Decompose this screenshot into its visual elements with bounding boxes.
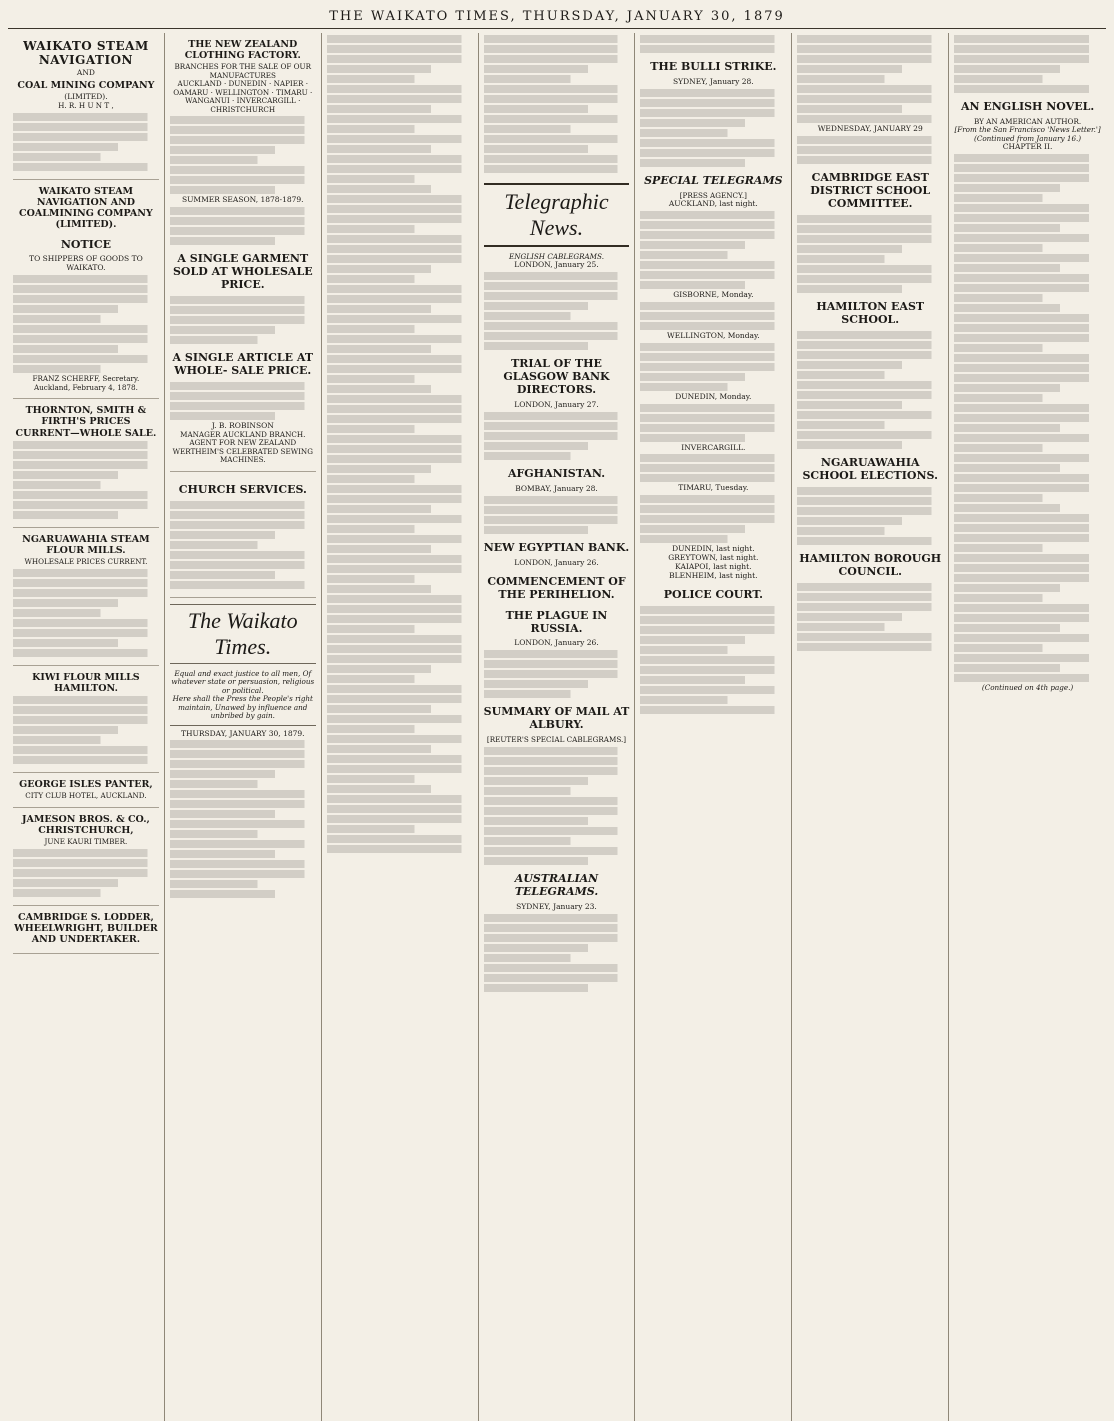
jameson-ad xyxy=(13,808,159,906)
clothing-towns: AUCKLAND · DUNEDIN · NAPIER · OAMARU · WELLINGTON · TIMARU · WANGANUI · INVERCARGILL · CHRISTCHURCH xyxy=(173,79,313,114)
col6-top-lines xyxy=(797,35,943,123)
hamilton-lines xyxy=(797,331,943,449)
london-4: LONDON, January 26. xyxy=(514,638,599,648)
australian-heading: AUSTRALIAN TELEGRAMS. xyxy=(514,871,599,898)
gisborne-heading: GISBORNE, Monday. xyxy=(673,290,754,300)
column-4 xyxy=(479,33,636,1421)
single-lines xyxy=(170,296,316,344)
wellington-lines xyxy=(640,343,786,391)
jameson-lines xyxy=(13,849,159,897)
ad-text-lines xyxy=(13,113,159,171)
dunedin-heading: DUNEDIN, Monday. xyxy=(675,391,752,401)
dunedin2-heading: DUNEDIN, last night. xyxy=(672,544,755,554)
season-lines xyxy=(170,207,316,245)
ad-title: WAIKATO STEAM NAVIGATION xyxy=(23,39,149,68)
novel-continued: (Continued on 4th page.) xyxy=(981,683,1074,693)
london-2: LONDON, January 27. xyxy=(514,400,599,410)
notice-date: Auckland, February 4, 1878. xyxy=(33,382,138,392)
english-cablegrams: ENGLISH CABLEGRAMS. xyxy=(508,251,604,261)
single-article: A SINGLE ARTICLE AT WHOLE- SALE PRICE. xyxy=(172,351,314,378)
motto-1: Equal and exact justice to all men, Of whatever state or persuasion, religious or political. xyxy=(171,668,315,695)
notice-text-lines xyxy=(13,275,159,373)
jameson-title: JAMESON BROS. & CO., CHRISTCHURCH, xyxy=(21,813,150,836)
prices-lines xyxy=(13,441,159,519)
reuter-heading: [REUTER'S SPECIAL CABLEGRAMS.] xyxy=(486,735,627,745)
press-agency: [PRESS AGENCY.] xyxy=(679,190,747,200)
editorial-lines xyxy=(170,740,316,898)
paper-title: The Waikato Times. xyxy=(170,604,316,664)
column-2 xyxy=(165,33,322,1421)
glasgow-lines xyxy=(484,412,630,460)
ad-tag: (LIMITED). xyxy=(64,92,108,102)
special-telegrams: SPECIAL TELEGRAMS xyxy=(644,173,783,187)
wellington-heading: WELLINGTON, Monday. xyxy=(667,330,760,340)
cambridge-heading: CAMBRIDGE EAST DISTRICT SCHOOL COMMITTEE. xyxy=(810,170,931,210)
council-lines xyxy=(797,583,943,651)
church-services xyxy=(170,472,316,598)
australian-lines xyxy=(484,914,630,992)
timaru-lines xyxy=(640,495,786,543)
perihelion-heading: COMMENCEMENT OF THE PERIHELION. xyxy=(487,574,626,601)
plague-lines xyxy=(484,650,630,698)
lodder-ad xyxy=(13,906,159,955)
london-1: LONDON, January 25. xyxy=(514,260,599,270)
egypt-heading: NEW EGYPTIAN BANK. xyxy=(483,540,630,554)
council-heading: HAMILTON BOROUGH COUNCIL. xyxy=(799,551,942,578)
london-1-lines xyxy=(484,272,630,350)
notice-company: WAIKATO STEAM NAVIGATION AND COALMINING COMPANY (LIMITED). xyxy=(19,185,153,231)
clothing-head: THE NEW ZEALAND CLOTHING FACTORY. xyxy=(184,39,301,62)
invercargill-heading: INVERCARGILL. xyxy=(681,442,746,452)
dunedin-lines xyxy=(640,404,786,442)
novel-author: BY AN AMERICAN AUTHOR. xyxy=(973,116,1082,126)
notice-ad xyxy=(13,180,159,399)
lodder-title: CAMBRIDGE S. LODDER, WHEELWRIGHT, BUILDER AND UNDERTAKER. xyxy=(14,911,158,946)
afghan-heading: AFGHANISTAN. xyxy=(507,466,606,480)
ad-company: COAL MINING COMPANY xyxy=(17,80,155,92)
church-lines xyxy=(170,501,316,589)
summary-lines xyxy=(484,747,630,865)
ngaruawahia-lines xyxy=(797,487,943,545)
auckland-heading: AUCKLAND, last night. xyxy=(668,199,758,209)
kaiapoi-heading: KAIAPOI, last night. xyxy=(675,562,752,572)
auckland-lines xyxy=(640,211,786,289)
novel-heading: AN ENGLISH NOVEL. xyxy=(960,100,1095,113)
agent-note: AGENT FOR NEW ZEALAND WERTHEIM'S CELEBRATED SEWING MACHINES. xyxy=(172,438,313,465)
column-3 xyxy=(322,33,479,1421)
prices-title: THORNTON, SMITH & FIRTH'S PRICES CURRENT—WHOLE SALE. xyxy=(15,405,157,439)
wednesday-lines xyxy=(797,136,943,164)
kiwi-lines xyxy=(13,696,159,764)
panter-ad xyxy=(13,773,159,808)
police-court-heading: POLICE COURT. xyxy=(663,587,763,601)
ad-sub: AND xyxy=(76,68,95,78)
glasgow-heading: TRIAL OF THE GLASGOW BANK DIRECTORS. xyxy=(503,357,610,397)
novel-lines xyxy=(954,154,1101,682)
notice-subtitle: TO SHIPPERS OF GOODS TO WAIKATO. xyxy=(29,254,143,273)
summary-heading: SUMMARY OF MAIL AT ALBURY. xyxy=(483,705,630,732)
invercargill-lines xyxy=(640,454,786,482)
prices-current-ad xyxy=(13,399,159,528)
novel-source: [From the San Francisco 'News Letter.'] (Continued from January 16.) xyxy=(954,125,1101,143)
plague-heading: THE PLAGUE IN RUSSIA. xyxy=(505,608,608,635)
season: SUMMER SEASON, 1878-1879. xyxy=(181,195,304,205)
robinson-sub: MANAGER AUCKLAND BRANCH. xyxy=(180,429,306,439)
clothing-lines xyxy=(170,116,316,194)
bombay-heading: BOMBAY, January 28. xyxy=(515,483,598,493)
clothing-ad xyxy=(170,33,316,472)
column-7 xyxy=(949,33,1106,1421)
gisborne-lines xyxy=(640,302,786,330)
kiwi-flour-ad xyxy=(13,666,159,773)
notice-signoff: FRANZ SCHERFF, Secretary. xyxy=(32,374,140,384)
blenheim-heading: BLENHEIM, last night. xyxy=(669,570,758,580)
notice-title: NOTICE xyxy=(60,237,111,251)
sydney-date: SYDNEY, January 28. xyxy=(673,76,754,86)
jameson-sub: JUNE KAURI TIMBER. xyxy=(44,837,128,847)
timaru-heading: TIMARU, Tuesday. xyxy=(678,483,749,493)
column-6 xyxy=(792,33,949,1421)
london-3: LONDON, January 26. xyxy=(514,557,599,567)
flour-title: NGARUAWAHIA STEAM FLOUR MILLS. xyxy=(22,533,150,556)
col7-top-lines xyxy=(954,35,1101,93)
kiwi-title: KIWI FLOUR MILLS HAMILTON. xyxy=(32,671,140,694)
masthead: THE WAIKATO TIMES, THURSDAY, JANUARY 30, 1879 xyxy=(8,4,1106,29)
bulli-lines xyxy=(640,89,786,167)
column-3-text xyxy=(327,35,473,853)
column-1 xyxy=(8,33,165,1421)
sydney-heading: SYDNEY, January 23. xyxy=(516,901,597,911)
flour-sub: WHOLESALE PRICES CURRENT. xyxy=(24,557,148,567)
panter-sub: CITY CLUB HOTEL, AUCKLAND. xyxy=(25,791,147,801)
single2-lines xyxy=(170,382,316,420)
afghan-lines xyxy=(484,496,630,534)
police-lines xyxy=(640,606,786,714)
ad-manager: H. R. H U N T , xyxy=(58,101,114,111)
paper-rule xyxy=(170,725,316,726)
cambridge-lines xyxy=(797,215,943,293)
ngaruawahia-heading: NGARUAWAHIA SCHOOL ELECTIONS. xyxy=(802,455,938,482)
novel-chapter: CHAPTER II. xyxy=(1002,142,1053,152)
paper-date: THURSDAY, JANUARY 30, 1879. xyxy=(180,728,305,738)
col5-top-lines xyxy=(640,35,786,53)
pre-telegraph-text xyxy=(484,35,630,173)
clothing-sub: BRANCHES FOR THE SALE OF OUR MANUFACTURES xyxy=(174,62,312,80)
columns xyxy=(8,33,1106,1421)
panter-title: GEORGE ISLES PANTER, xyxy=(19,779,153,791)
bulli-heading: THE BULLI STRIKE. xyxy=(650,60,777,73)
flour-mills-ad xyxy=(13,528,159,666)
wednesday-heading: WEDNESDAY, JANUARY 29 xyxy=(817,124,923,133)
single-garment: A SINGLE GARMENT SOLD AT WHOLESALE PRICE. xyxy=(172,252,313,292)
robinson: J. B. ROBINSON xyxy=(211,421,274,430)
waikato-steam-ad xyxy=(13,33,159,180)
flour-lines xyxy=(13,569,159,657)
column-5 xyxy=(635,33,792,1421)
telegraphic-news-title: Telegraphic News. xyxy=(484,183,630,247)
greytown-heading: GREYTOWN, last night. xyxy=(668,553,759,563)
hamilton-heading: HAMILTON EAST SCHOOL. xyxy=(816,299,925,326)
motto-2: Here shall the Press the People's right maintain, Unawed by influence and unbribed by gain. xyxy=(172,694,313,721)
church-title: CHURCH SERVICES. xyxy=(178,482,307,496)
